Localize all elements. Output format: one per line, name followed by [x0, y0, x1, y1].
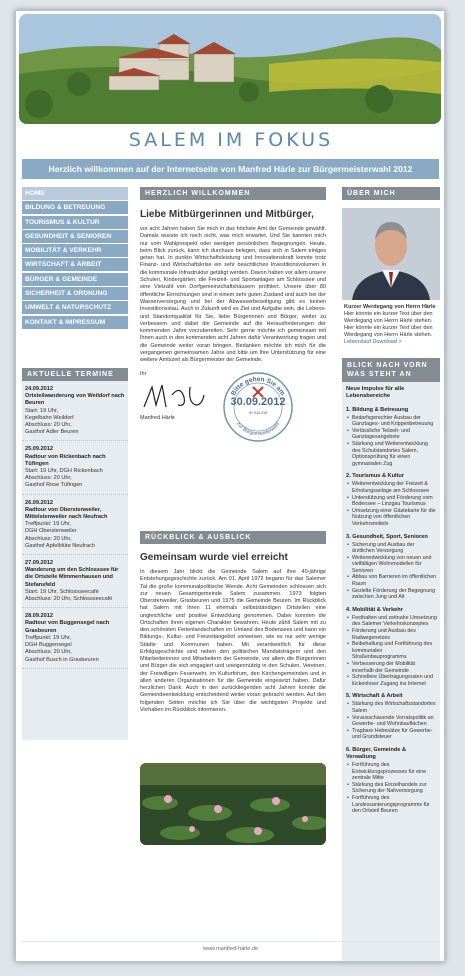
- welcome-title: Liebe Mitbürgerinnen und Mitbürger,: [140, 209, 314, 220]
- topic-item: • Beibehaltung und Fortführung des kommunalen Straßenbauprogramms: [346, 641, 437, 661]
- event-line: Gasthof Rose Tüfingen: [25, 482, 83, 489]
- footer-url[interactable]: www.manfred-härle.de: [22, 941, 439, 955]
- topic-item: • Verlässliche Teilzeit- und Ganztagesangebote: [346, 428, 437, 441]
- event-line: Kegelbahn Weildorf: [25, 414, 74, 421]
- event-line: Start: 19 Uhr,: [25, 407, 58, 414]
- stamp-top-text: Bitte gehen Sie am: [230, 375, 286, 397]
- topic-item: • Verbesserung der Mobilität innerhalb der Gemeinde: [346, 661, 437, 674]
- site-title: SALEM IM FOKUS: [128, 129, 334, 151]
- welcome-section: [140, 187, 326, 441]
- hero-image: [19, 14, 441, 124]
- retro-text: In diesem Jahr blickt die Gemeinde Salem auf ihre 40-jährige Entstehungsgeschichte zurück. Am 01. April 1972 begann für das Salemer Tal die große kommunalpolitische Wende. Acht Gemeinden schlossen sich zur neuen Gesamtgemeinde Salem zusammen. 1973 folgten Oberstenweiler, Grasbeuren und 1975 die Gemeinde Beuren. Im Rückblick hat Salem mit ihren 11 ehemals selbstständigen Ortsteilen eine ungleichliche und positive Entwicklung genommen. Dabei konnten die Ortschaften ihren eigenen Charakter bewahren. Heute zählt Salem mit zu den schönsten Ferienlandschaften im Umland des Bodensees und kann ein Bildungs-, Kultur- und Freizeitangebot vorweisen, wie es nur sehr wenige Städte und Kommunen haben. Mit verantwortlich für diese Erfolgsgeschichte sind neben den politischen Mandatsträgern und den Mitarbeiterinnen und Mitarbeitern der Gemeinde, vor allem die Bürgerinnen und Bürger die sich engagiert und uneigennützig in den Schulen, Vereinen, der Freiwilligen Feuerwehr, im Kulturforum, den Kirchengemeinden und in allen anderen Organisationen für die Gemeinde eingesetzt haben. Dafür herzlichen Dank. Auch in den zurückliegenden acht Jahren konnte die Gemeindeentwicklung entscheidend weiter voran gebracht werden. Auf den folgenden Seiten möchte ich Sie über die wichtigsten Projekte und Vorhaben im Rückblick informieren.: [140, 569, 326, 713]
- event-date: 25.09.2012: [25, 446, 53, 453]
- topic-item: • Festhalten und zeitnahe Umsetzung des Salemer Verkehrskonzeptes: [346, 615, 437, 628]
- stamp-date: 30.09.2012: [230, 395, 286, 408]
- event-item[interactable]: [22, 495, 128, 555]
- nav-sicherheit[interactable]: SICHERHEIT & ORDNUNG: [22, 287, 128, 300]
- bio-text: Hier könnte ein kurzer Text über den Werdegang von Herrn Härle stehen. Hier könnte ein kurzer Text über den Werdegang von Herrn Härle stehen.: [344, 311, 433, 338]
- outlook-topic: [346, 407, 437, 468]
- outlook-topic: [346, 473, 437, 527]
- stamp-bottom-text: zur Bürgermeisterwahl: [234, 420, 282, 437]
- topic-item: • Unterstützung und Förderung vom Bodensee – Linzgau Tourismus: [346, 495, 437, 508]
- event-line: DGH Buggensegel: [25, 642, 72, 649]
- topic-title: 6. Bürger, Gemeinde & Verwaltung: [346, 746, 406, 760]
- outlook-intro: Neue Impulse für alle Lebensbereiche: [346, 386, 405, 400]
- nav-kontakt[interactable]: KONTAKT & IMPRESSUM: [22, 316, 128, 329]
- signature-name: Manfred Härle: [140, 414, 175, 421]
- events-panel: [22, 368, 128, 740]
- event-item[interactable]: [22, 555, 128, 608]
- outlook-topic: [346, 534, 437, 601]
- event-line: Gasthof Busch in Grasbeuren: [25, 656, 99, 663]
- event-line: Start: 19 Uhr, Schlossseecafé: [25, 588, 99, 595]
- nav-umwelt[interactable]: UMWELT & NATURSCHUTZ: [22, 301, 128, 314]
- nav-buerger[interactable]: BÜRGER & GEMEINDE: [22, 273, 128, 286]
- landscape-image: [19, 14, 441, 124]
- event-line: Abschluss: 20 Uhr,: [25, 475, 72, 482]
- event-line: Abschluss: 20 Uhr, Schlossseecafé: [25, 596, 113, 603]
- about-heading: ÜBER MICH: [342, 187, 440, 200]
- main-navigation: [22, 187, 128, 330]
- topic-item: • Umsetzung einer Gästekarte für die Nutzung von öffentlichen Verkehrsmitteln: [346, 508, 437, 528]
- event-line: Treffpunkt: 19 Uhr,: [25, 521, 72, 528]
- topic-title: 4. Mobilität & Verkehr: [346, 606, 403, 613]
- svg-text:zur Bürgermeisterwahl: [235, 421, 281, 437]
- welcome-text: vor acht Jahren haben Sie mich in das höchste Amt der Gemeinde gewählt. Damals wusste ich noch nicht, was mich erwartet. Und Sie kannten mich nur vom Wahlprospekt oder wenigen persönlichen Begegnungen. Heute, beim Blick zurück, kann ich durchaus belegen, dass sich in Salem einiges getan hat. In punkto Wirtschaftsleistung und Innovationskraft konnte trotz Finanz- und Wirtschaftskrise ein sehr beachtliches Investitionsvolumen in die kommunale Infrastruktur getätigt werden. Davon haben vor allem unsere Schulen, Kindergärten, die Freizeit- und Sportanlagen am Schlosssee und eine Vielzahl von Dorfgemeinschaftshäusern profitiert. Unsere über 80 öffentliche Einrichtungen sind in einem sehr guten Zustand und auch bei der Wasserversorgung und bei der Abwasserbeseitigung gibt es keinen Investitionsstau. Auch in Zukunft wird es Ziel und Aufgabe sein, die Lebens- und Standortqualität für Sie, liebe Bürgerinnen und Bürger, weiter zu verbessern und dabei die Gemeinde auf die Herausforderungen der kommenden Jahre vorzubereiten. Sehr gerne möchte ich gemeinsam mit Ihnen auch in den kommenden acht Jahren dafür Verantwortung tragen und die Gemeinde weiter voran bringen. Bedanken möchte ich mich für die vergangenen gemeinsamen Jahre und bitte um Ihre Unterstützung für eine weitere Amtszeit als Bürgermeister der Gemeinde.: [140, 226, 326, 364]
- nav-mobilitaet[interactable]: MOBILITÄT & VERKEHR: [22, 244, 128, 257]
- event-title: Radtour von Buggensegel nach Grasbeuren: [25, 620, 110, 634]
- bio-title: Kurzer Werdegang von Herrn Härle: [344, 304, 436, 310]
- outlook-heading: BLICK NACH VORN WAS STEHT AN: [342, 358, 440, 382]
- outlook-topic: [346, 607, 437, 688]
- outlook-panel: [342, 382, 440, 962]
- page: [15, 10, 445, 962]
- nav-tourismus[interactable]: TOURISMUS & KULTUR: [22, 216, 128, 229]
- event-date: 28.09.2012: [25, 613, 53, 620]
- about-sidebar: [342, 187, 440, 962]
- topic-item: • Vorausschauende Vorratspolitik an Gewerbe- und Wohnbauflächen: [346, 715, 437, 728]
- retro-section: [140, 531, 326, 714]
- event-title: Ortsteilwanderung von Weildorf nach Beuren: [25, 393, 125, 407]
- welcome-banner: Herzlich willkommen auf der Internetseite von Manfred Härle zur Bürgermeisterwahl 2012: [22, 159, 439, 179]
- event-line: DGH Oberstenweiler: [25, 528, 77, 535]
- topic-item: • Bedarfsgerechter Ausbau der Ganztages- und Krippenbetreuung: [346, 415, 437, 428]
- closing-text: Ihr: [140, 370, 147, 377]
- event-date: 26.09.2012: [25, 499, 53, 506]
- topic-item: • Förderung und Ausbau des Radwegenetzes: [346, 628, 437, 641]
- retro-title: Gemeinsam wurde viel erreicht: [140, 552, 288, 563]
- signature-image: [140, 377, 210, 413]
- topic-item: • Abbau von Barrieren im öffentlichen Raum: [346, 574, 437, 587]
- nav-home[interactable]: HOME: [22, 187, 128, 200]
- outlook-topic: [346, 747, 437, 815]
- topic-title: 5. Wirtschaft & Arbeit: [346, 693, 403, 700]
- stamp-location: IN SALEM: [248, 409, 268, 415]
- topic-item: • Stärkung und Weiterentwicklung des Schulstandortes Salem, Optionsprüfung für einen gymnasialen Zug: [346, 441, 437, 467]
- event-title: Wanderung um den Schlosssee für die Ortsteile Mimmenhausen und Stefansfeld: [25, 567, 119, 588]
- events-heading: AKTUELLE TERMINE: [22, 368, 128, 381]
- event-line: Treffpunkt: 19 Uhr,: [25, 634, 72, 641]
- nav-gesundheit[interactable]: GESUNDHEIT & SENIOREN: [22, 230, 128, 243]
- topic-title: 1. Bildung & Betreuung: [346, 406, 409, 413]
- topic-title: 3. Gesundheit, Sport, Senioren: [346, 533, 428, 540]
- outlook-topic: [346, 693, 437, 741]
- topic-title: 2. Tourismus & Kultur: [346, 473, 405, 480]
- topic-item: • Stärkung des Einzelhandels zur Sicherung der Nahversorgung: [346, 782, 437, 795]
- event-item[interactable]: [22, 608, 128, 668]
- topic-item: • Stärkung des Wirtschaftsstandortes Salem: [346, 701, 437, 714]
- topic-item: • Schnellere Übertragungsraten und lückenloser Zugang ins Internet: [346, 674, 437, 687]
- event-line: Abschluss: 20 Uhr,: [25, 422, 72, 429]
- event-line: Gasthof Adler Beuren: [25, 429, 79, 436]
- water-lily-image: [140, 763, 326, 845]
- retro-heading: RÜCKBLICK & AUSBLICK: [140, 531, 326, 544]
- event-title: Radtour von Oberstenweiler, Mittelstenweiler nach Neufrach: [25, 506, 108, 521]
- nav-wirtschaft[interactable]: WIRTSCHAFT & ARBEIT: [22, 258, 128, 271]
- event-item[interactable]: [22, 381, 128, 441]
- topic-item: • Gezielte Förderung der Begegnung zwischen Jung und Alt: [346, 588, 437, 601]
- topic-item: • Weiterentwicklung von neuen und vielfältigen Wohnmodellen für Senioren: [346, 555, 437, 575]
- topic-item: • Fortführung des Entwicklungsprozesses für eine zentrale Mitte: [346, 762, 437, 782]
- event-line: Abschluss: 20 Uhr,: [25, 535, 72, 542]
- topic-item: • Tragbare Hebesätze für Gewerbe- und Grundsteuer: [346, 728, 437, 741]
- nav-bildung[interactable]: BILDUNG & BETREUUNG: [22, 201, 128, 214]
- event-date: 24.09.2012: [25, 386, 53, 392]
- topic-item: • Fortführung des Landessanierungsprogramms für den Ortsteil Beuren: [346, 795, 437, 815]
- signature-block: [140, 371, 326, 441]
- event-item[interactable]: [22, 441, 128, 494]
- bio-block: [342, 300, 440, 346]
- cv-download-link[interactable]: Lebenslauf Download >: [344, 339, 402, 345]
- event-title: Radtour von Rickenbach nach Tüfingen: [25, 453, 106, 467]
- topic-item: • Sicherung und Ausbau der ärztlichen Versorgung: [346, 542, 437, 555]
- topic-item: • Weiterentwicklung der Freizeit & Erholungsanlage am Schlosssee: [346, 481, 437, 494]
- welcome-heading: HERZLICH WILLKOMMEN: [140, 187, 326, 200]
- event-line: Abschluss: 20 Uhr,: [25, 649, 72, 656]
- event-line: Gasthof Apfelblüte Neufrach: [25, 542, 95, 549]
- portrait-photo: [342, 208, 440, 300]
- event-line: Start: 19 Uhr, DGH Rickenbach: [25, 468, 103, 475]
- event-date: 27.09.2012: [25, 560, 53, 567]
